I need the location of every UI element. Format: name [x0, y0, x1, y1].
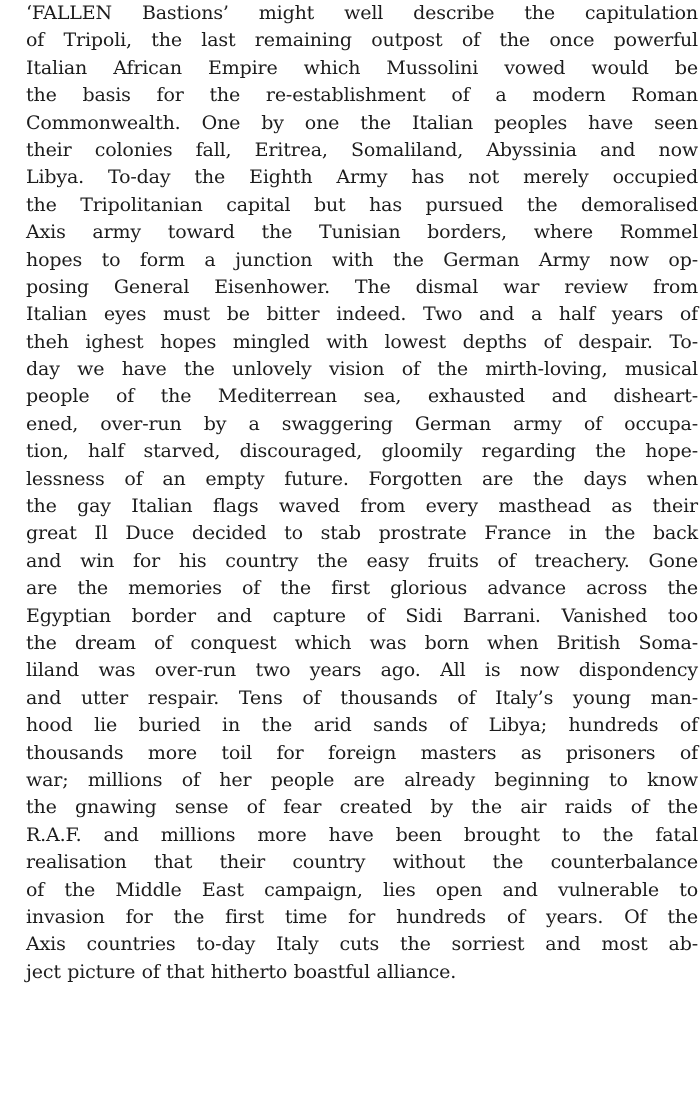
text-line: posing General Eisenhower. The dismal war review from [26, 275, 698, 298]
text-line: the Tripolitanian capital but has pursued the demoralised [26, 193, 698, 216]
text-line: are the memories of the first glorious advance across the [26, 577, 698, 600]
text-line: lessness of an empty future. Forgotten are the days when [26, 467, 698, 490]
text-line: Italian African Empire which Mussolini vowed would be [26, 56, 698, 79]
text-line: the gay Italian flags waved from every masthead as their [26, 495, 698, 518]
text-line: thousands more toil for foreign masters as prisoners of [26, 741, 698, 764]
text-line: of the Middle East campaign, lies open and vulnerable to [26, 878, 698, 901]
text-line: Axis countries to-day Italy cuts the sorriest and most ab- [26, 933, 698, 956]
text-line: invasion for the first time for hundreds of years. Of the [26, 905, 698, 928]
text-line: the basis for the re-establishment of a modern Roman [26, 84, 698, 107]
text-line: the gnawing sense of fear created by the air raids of the [26, 796, 698, 819]
text-line: realisation that their country without the counterbalance [26, 851, 698, 874]
text-line: Egyptian border and capture of Sidi Barrani. Vanished too [26, 604, 698, 627]
text-line: ened, over-run by a swaggering German army of occupa- [26, 412, 698, 435]
text-line: their colonies fall, Eritrea, Somaliland, Abyssinia and now [26, 138, 698, 161]
text-line: hood lie buried in the arid sands of Libya; hundreds of [26, 714, 698, 737]
text-line: the dream of conquest which was born when British Soma- [26, 631, 698, 654]
text-line: and win for his country the easy fruits of treachery. Gone [26, 549, 698, 572]
text-line: and utter respair. Tens of thousands of Italy’s young man- [26, 686, 698, 709]
text-line: R.A.F. and millions more have been brought to the fatal [26, 823, 698, 846]
text-line: Libya. To-day the Eighth Army has not merely occupied [26, 166, 698, 189]
text-line: ‘FALLEN Bastions’ might well describe the capitulation [26, 2, 698, 24]
text-line: Italian eyes must be bitter indeed. Two and a half years of [26, 303, 698, 326]
text-line: people of the Mediterrean sea, exhausted and disheart- [26, 385, 698, 408]
text-line: war; millions of her people are already beginning to know [26, 768, 698, 791]
article-text [26, 0, 698, 986]
text-line: day we have the unlovely vision of the mirth-loving, musical [26, 358, 698, 381]
text-line: Commonwealth. One by one the Italian peoples have seen [26, 111, 698, 134]
text-line: of Tripoli, the last remaining outpost of the once powerful [26, 29, 698, 52]
text-line: tion, half starved, discouraged, gloomily regarding the hope- [26, 440, 698, 463]
text-line: Axis army toward the Tunisian borders, where Rommel [26, 221, 698, 244]
text-line: liland was over-run two years ago. All is now dispondency [26, 659, 698, 682]
text-line: theh ighest hopes mingled with lowest depths of despair. To- [26, 330, 698, 353]
text-line: great Il Duce decided to stab prostrate France in the back [26, 522, 698, 545]
text-line: hopes to form a junction with the German Army now op- [26, 248, 698, 271]
text-line: ject picture of that hitherto boastful alliance. [26, 960, 457, 983]
